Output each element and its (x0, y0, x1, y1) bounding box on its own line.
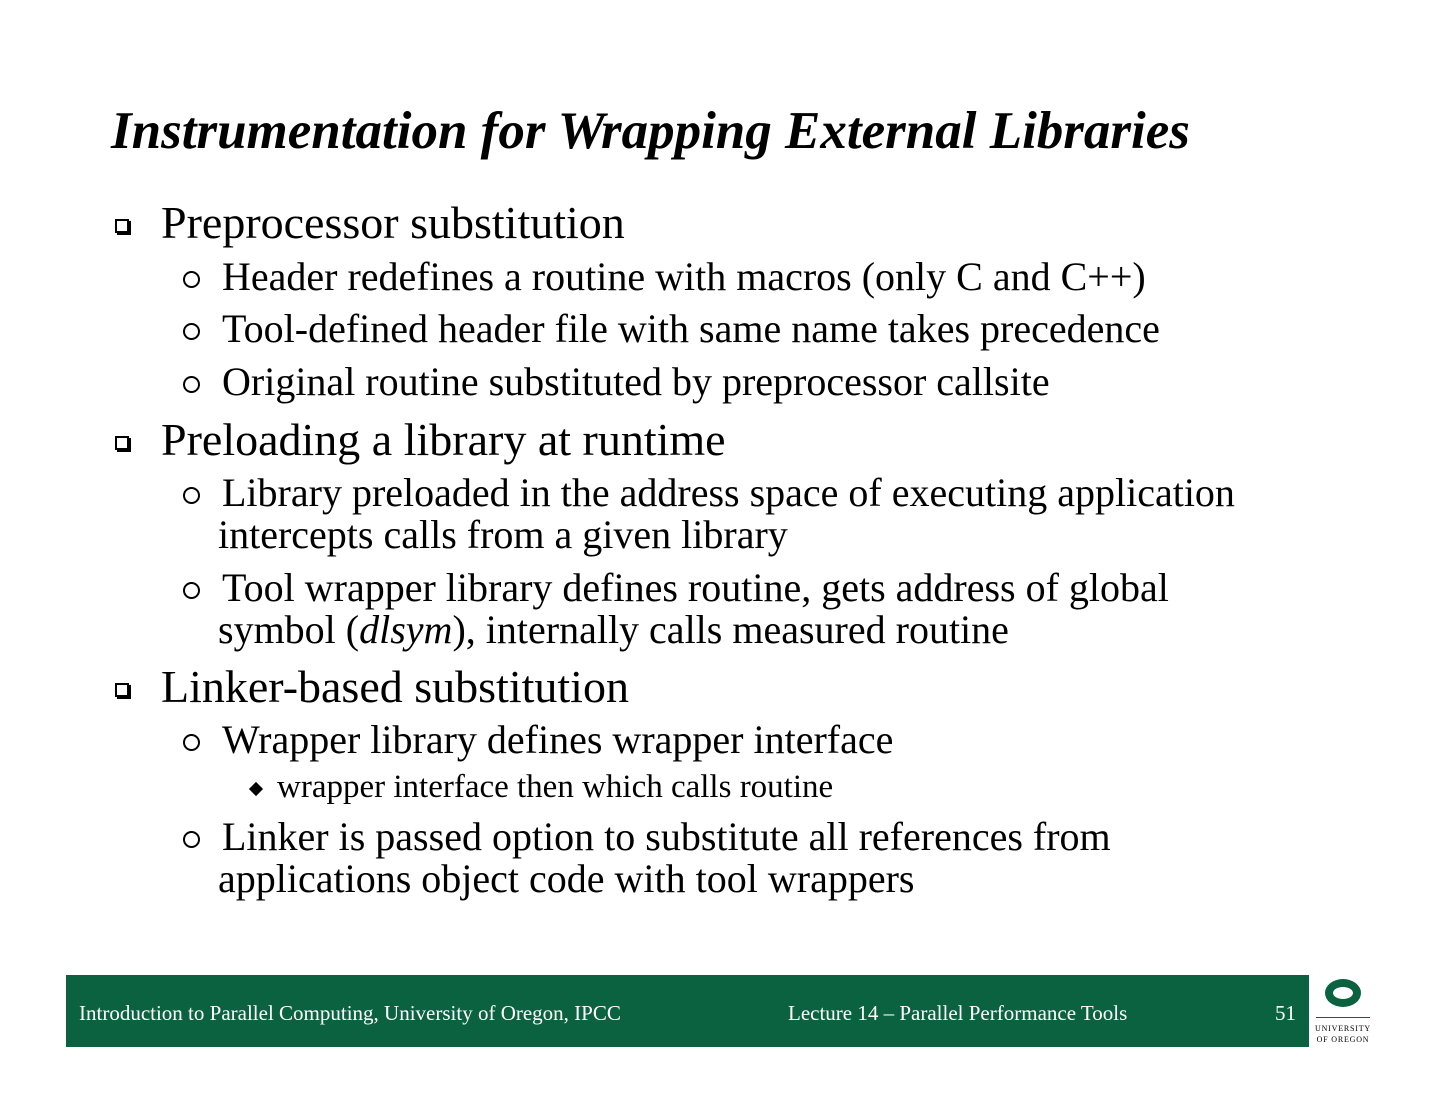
list-item: Original routine substituted by preprocessor callsite (222, 359, 1050, 404)
list-item: Header redefines a routine with macros (only C and C++) (222, 254, 1146, 299)
oregon-o-icon (1325, 979, 1361, 1007)
square-bullet-icon (115, 436, 129, 450)
section-heading: Preloading a library at runtime (161, 414, 726, 465)
list-item-continuation: intercepts calls from a given library (218, 512, 788, 557)
italic-term: dlsym (359, 607, 453, 652)
circle-bullet-icon (183, 582, 200, 599)
logo-text-line2: OF OREGON (1316, 1035, 1370, 1044)
square-bullet-icon (115, 219, 129, 233)
list-item-continuation: applications object code with tool wrappers (218, 856, 915, 901)
page-number: 51 (1275, 1001, 1296, 1025)
university-logo (1313, 975, 1373, 1050)
text-segment: ), internally calls measured routine (452, 607, 1009, 652)
list-item: Wrapper library defines wrapper interface (222, 717, 894, 762)
square-bullet-icon (115, 683, 129, 697)
text-segment: symbol ( (218, 607, 360, 652)
circle-bullet-icon (183, 323, 200, 340)
section-heading: Preprocessor substitution (161, 197, 625, 248)
circle-bullet-icon (183, 271, 200, 288)
diamond-bullet-icon (249, 782, 263, 796)
circle-bullet-icon (183, 487, 200, 504)
logo-text-line1: UNIVERSITY (1315, 1024, 1371, 1033)
circle-bullet-icon (183, 734, 200, 751)
footer-bar (66, 975, 1309, 1047)
list-item: Linker is passed option to substitute all references from (222, 814, 1111, 859)
list-item: Tool-defined header file with same name takes precedence (222, 306, 1160, 351)
circle-bullet-icon (183, 831, 200, 848)
circle-bullet-icon (183, 376, 200, 393)
logo-divider (1316, 1017, 1370, 1018)
sub-list-item: wrapper interface then which calls routine (277, 769, 834, 805)
section-heading: Linker-based substitution (161, 661, 629, 712)
list-item: Library preloaded in the address space of executing application (222, 470, 1235, 515)
footer-course: Introduction to Parallel Computing, University of Oregon, IPCC (79, 1001, 621, 1025)
footer-lecture: Lecture 14 – Parallel Performance Tools (788, 1001, 1128, 1025)
list-item-continuation (218, 607, 1009, 652)
slide-title: Instrumentation for Wrapping External Libraries (111, 102, 1190, 160)
list-item: Tool wrapper library defines routine, gets address of global (222, 565, 1169, 610)
